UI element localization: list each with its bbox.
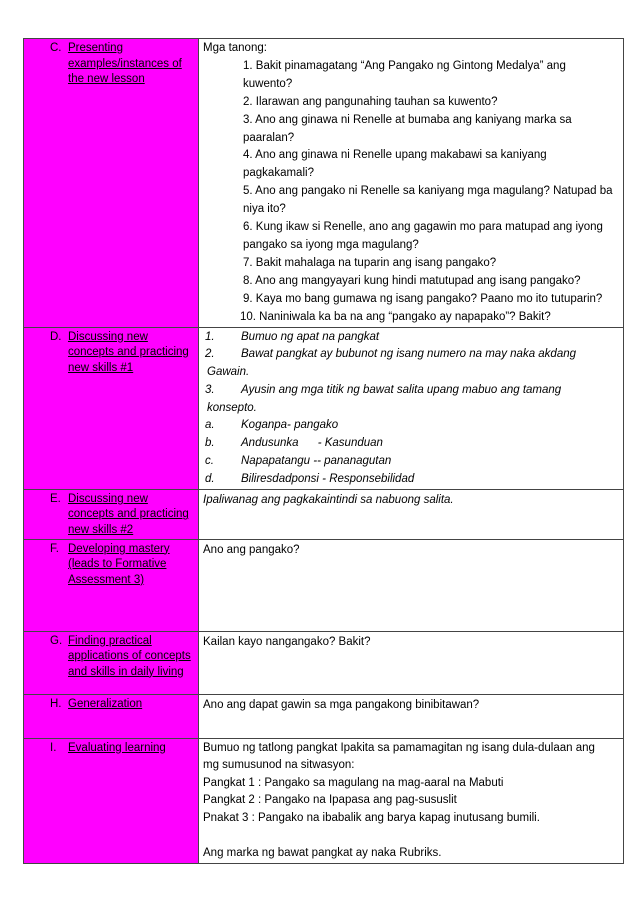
row-letter: I. — [50, 741, 57, 754]
row-text-line: Pangkat 1 : Pangako sa magulang na mag-aaral na Mabuti — [203, 776, 504, 789]
question-line: 1. Bakit pinamagatang “Ang Pangako ng Gintong Medalya” ang — [243, 59, 566, 72]
row-text: Ano ang pangako? — [203, 543, 300, 556]
blank-line — [203, 828, 619, 846]
row-e-label-cell — [24, 489, 199, 539]
row-text: Kailan kayo nangangako? Bakit? — [203, 635, 371, 648]
question-line: kuwento? — [243, 77, 293, 90]
row-label: Discussing new concepts and practicing new skills #2 — [68, 492, 189, 536]
row-h — [24, 694, 624, 738]
row-letter: E. — [50, 492, 61, 505]
row-label: Discussing new concepts and practicing new skills #1 — [68, 330, 189, 374]
scrambled-word: c. Napapatangu -- pananagutan — [205, 455, 392, 468]
question-line: 7. Bakit mahalaga na tuparin ang isang pangako? — [243, 256, 497, 269]
row-letter: G. — [50, 634, 63, 647]
step-item: 3. Ayusin ang mga titik ng bawat salita upang mabuo ang tamang — [205, 383, 562, 396]
row-label: Presenting examples/instances of the new lesson — [68, 42, 182, 85]
row-c — [24, 39, 624, 328]
lesson-plan-table — [23, 38, 624, 864]
question-line: niya ito? — [243, 203, 286, 216]
row-label: Finding practical applications of concepts and skills in daily living — [68, 634, 191, 678]
question-line: 8. Ano ang mangyayari kung hindi matutupad ang isang pangako? — [243, 274, 581, 287]
question-line: paaralan? — [243, 131, 295, 144]
question-line: pangako sa iyong mga magulang? — [243, 238, 419, 251]
row-letter: C. — [50, 42, 62, 54]
row-i-label-cell — [24, 738, 199, 863]
row-letter: H. — [50, 697, 62, 710]
question-line: 3. Ano ang ginawa ni Renelle at bumaba ang kaniyang marka sa — [243, 113, 572, 126]
row-c-label-cell — [24, 39, 199, 328]
row-text: Ipaliwanag ang pagkakaintindi sa nabuong salita. — [203, 493, 454, 506]
row-e — [24, 489, 624, 539]
scrambled-word: d. Biliresdadponsi - Responsebilidad — [205, 472, 415, 485]
row-label: Developing mastery (leads to Formative Assessment 3) — [68, 542, 170, 586]
scrambled-word: b. Andusunka - Kasunduan — [205, 437, 383, 450]
row-letter: F. — [50, 542, 59, 555]
row-text-line: Bumuo ng tatlong pangkat Ipakita sa pamamagitan ng isang dula-dulaan ang — [203, 741, 595, 754]
question-line: 9. Kaya mo bang gumawa ng isang pangako? Paano mo ito tutuparin? — [243, 292, 603, 305]
step-item: 2. Bawat pangkat ay bubunot ng isang numero na may naka akdang — [205, 348, 577, 361]
row-f — [24, 539, 624, 631]
row-i-content-cell — [199, 738, 624, 863]
step-continuation: konsepto. — [207, 401, 257, 414]
row-text-line: Pnakat 3 : Pangako na ibabalik ang barya kapag inutusang bumili. — [203, 812, 540, 825]
step-continuation: Gawain. — [207, 366, 250, 379]
row-i — [24, 738, 624, 863]
question-line: 5. Ano ang pangako ni Renelle sa kaniyang mga magulang? Natupad ba — [243, 185, 613, 198]
row-label: Generalization — [68, 697, 143, 710]
row-d — [24, 327, 624, 489]
row-text-line: Ang marka ng bawat pangkat ay naka Rubriks. — [203, 847, 442, 860]
scrambled-word: a. Koganpa- pangako — [205, 419, 339, 432]
row-e-content-cell — [199, 489, 624, 539]
row-label: Evaluating learning — [68, 741, 166, 754]
row-text-line: mg sumusunod na sitwasyon: — [203, 759, 355, 772]
row-g — [24, 631, 624, 694]
question-line: 4. Ano ang ginawa ni Renelle upang makabawi sa kaniyang — [243, 149, 547, 162]
question-line: 2. Ilarawan ang pangunahing tauhan sa kuwento? — [243, 95, 498, 108]
row-h-label-cell — [24, 694, 199, 738]
question-line: pagkakamali? — [243, 167, 314, 180]
row-letter: D. — [50, 330, 62, 343]
row-d-label-cell — [24, 327, 199, 489]
row-g-label-cell — [24, 631, 199, 694]
row-g-content-cell — [199, 631, 624, 694]
step-item: 1. Bumuo ng apat na pangkat — [205, 330, 380, 343]
row-h-content-cell — [199, 694, 624, 738]
row-f-content-cell — [199, 539, 624, 631]
questions-intro: Mga tanong: — [203, 42, 267, 54]
row-f-label-cell — [24, 539, 199, 631]
question-line: 6. Kung ikaw si Renelle, ano ang gagawin mo para matupad ang iyong — [243, 221, 603, 234]
row-text: Ano ang dapat gawin sa mga pangakong binibitawan? — [203, 698, 480, 711]
question-line: 10. Naniniwala ka ba na ang “pangako ay napapako”? Bakit? — [240, 310, 551, 323]
row-c-content-cell — [199, 39, 624, 328]
row-d-content-cell — [199, 327, 624, 489]
row-text-line: Pangkat 2 : Pangako na Ipapasa ang pag-sususlit — [203, 794, 457, 807]
